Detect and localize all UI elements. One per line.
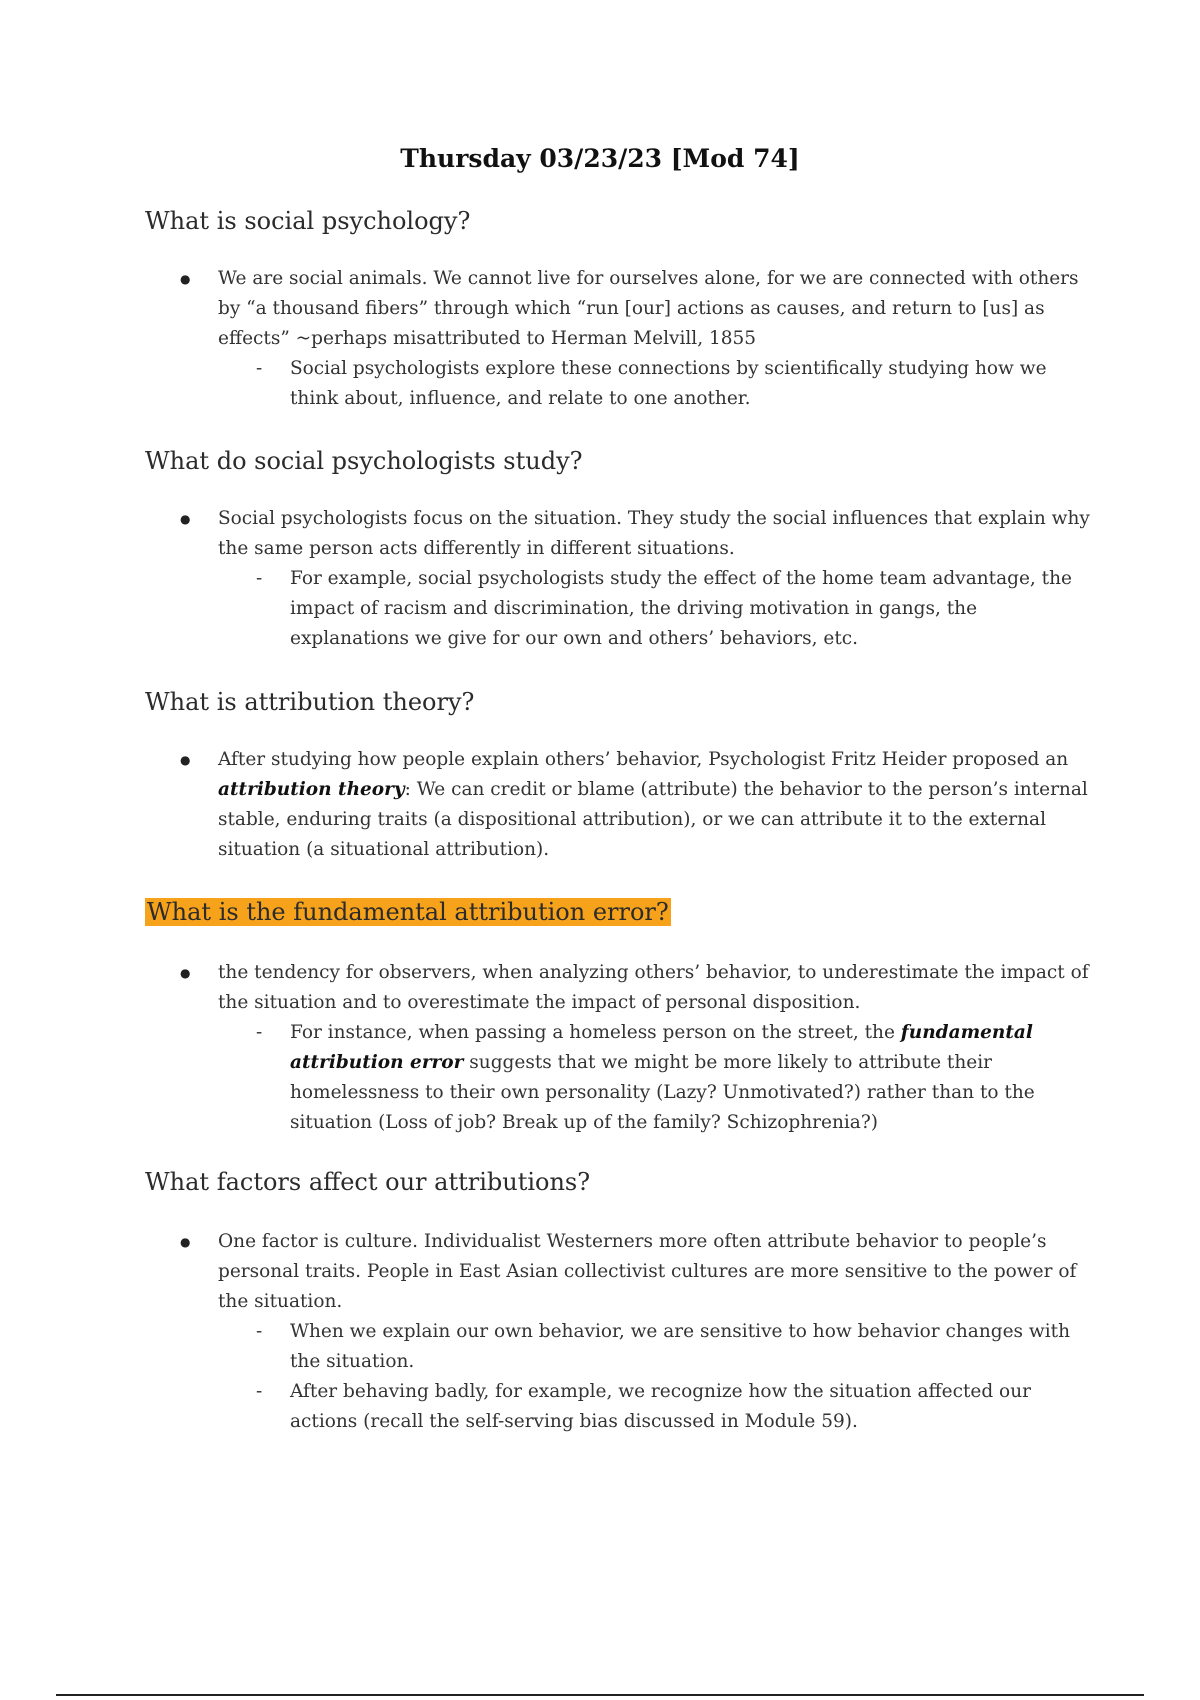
page-title: Thursday 03/23/23 [Mod 74] (400, 144, 800, 173)
sub-text-after: suggests that we might be more likely to attribute their homelessness to their own personality (Lazy? Unmotivated?) rather than to the situation (Loss of job? Break up of the family? Schizophrenia?) (290, 1052, 1035, 1133)
section-heading-attribution-theory: What is attribution theory? (145, 688, 475, 716)
sub-item (180, 1018, 1100, 1138)
bullet-item: ● One factor is culture. Individualist Westerners more often attribute behavior to people’s personal traits. People in East Asian collectivist cultures are more sensitive to the power of the situation. (180, 1227, 1100, 1317)
sub-item: - For example, social psychologists study the effect of the home team advantage, the impact of racism and discrimination, the driving motivation in gangs, the explanations we give for our own and others’ behaviors, etc. (180, 564, 1100, 654)
bullet-item (180, 745, 1100, 865)
section-heading-attribution-factors: What factors affect our attributions? (145, 1168, 591, 1196)
term-attribution-theory: attribution theory (218, 779, 405, 800)
bullet-item: ● We are social animals. We cannot live for ourselves alone, for we are connected with others by “a thousand fibers” through which “run [our] actions as causes, and return to [us] as effects” ~perhaps misattributed to Herman Melvill, 1855 (180, 264, 1100, 354)
section-body-fundamental-attribution-error (180, 958, 1100, 1138)
sub-item: - When we explain our own behavior, we are sensitive to how behavior changes with the situation. (180, 1317, 1100, 1377)
bullet-item: ● the tendency for observers, when analyzing others’ behavior, to underestimate the impact of the situation and to overestimate the impact of personal disposition. (180, 958, 1100, 1018)
section-heading-social-psychology: What is social psychology? (145, 207, 471, 235)
bullet-text-after: : We can credit or blame (attribute) the behavior to the person’s internal stable, enduring traits (a dispositional attribution), or we can attribute it to the external situation (a situational attribution). (218, 779, 1088, 860)
section-heading-social-psychologists-study: What do social psychologists study? (145, 447, 583, 475)
section-heading-fundamental-attribution-error: What is the fundamental attribution error? (147, 898, 669, 926)
section-body-attribution-theory (180, 745, 1100, 865)
section-body-social-psychologists-study (180, 504, 1100, 654)
bullet-item: ● Social psychologists focus on the situation. They study the social influences that explain why the same person acts differently in different situations. (180, 504, 1100, 564)
bullet-text-before: After studying how people explain others’ behavior, Psychologist Fritz Heider proposed an (218, 749, 1069, 770)
sub-item: - After behaving badly, for example, we recognize how the situation affected our actions (recall the self-serving bias discussed in Module 59). (180, 1377, 1100, 1437)
sub-item: - Social psychologists explore these connections by scientifically studying how we think about, influence, and relate to one another. (180, 354, 1100, 414)
section-body-social-psychology (180, 264, 1100, 414)
footer-divider (56, 1694, 1144, 1696)
sub-text-before: For instance, when passing a homeless person on the street, the (290, 1022, 901, 1043)
section-body-attribution-factors (180, 1227, 1100, 1437)
term-fundamental-attribution-error: fundamental attribution error (290, 1022, 1033, 1073)
